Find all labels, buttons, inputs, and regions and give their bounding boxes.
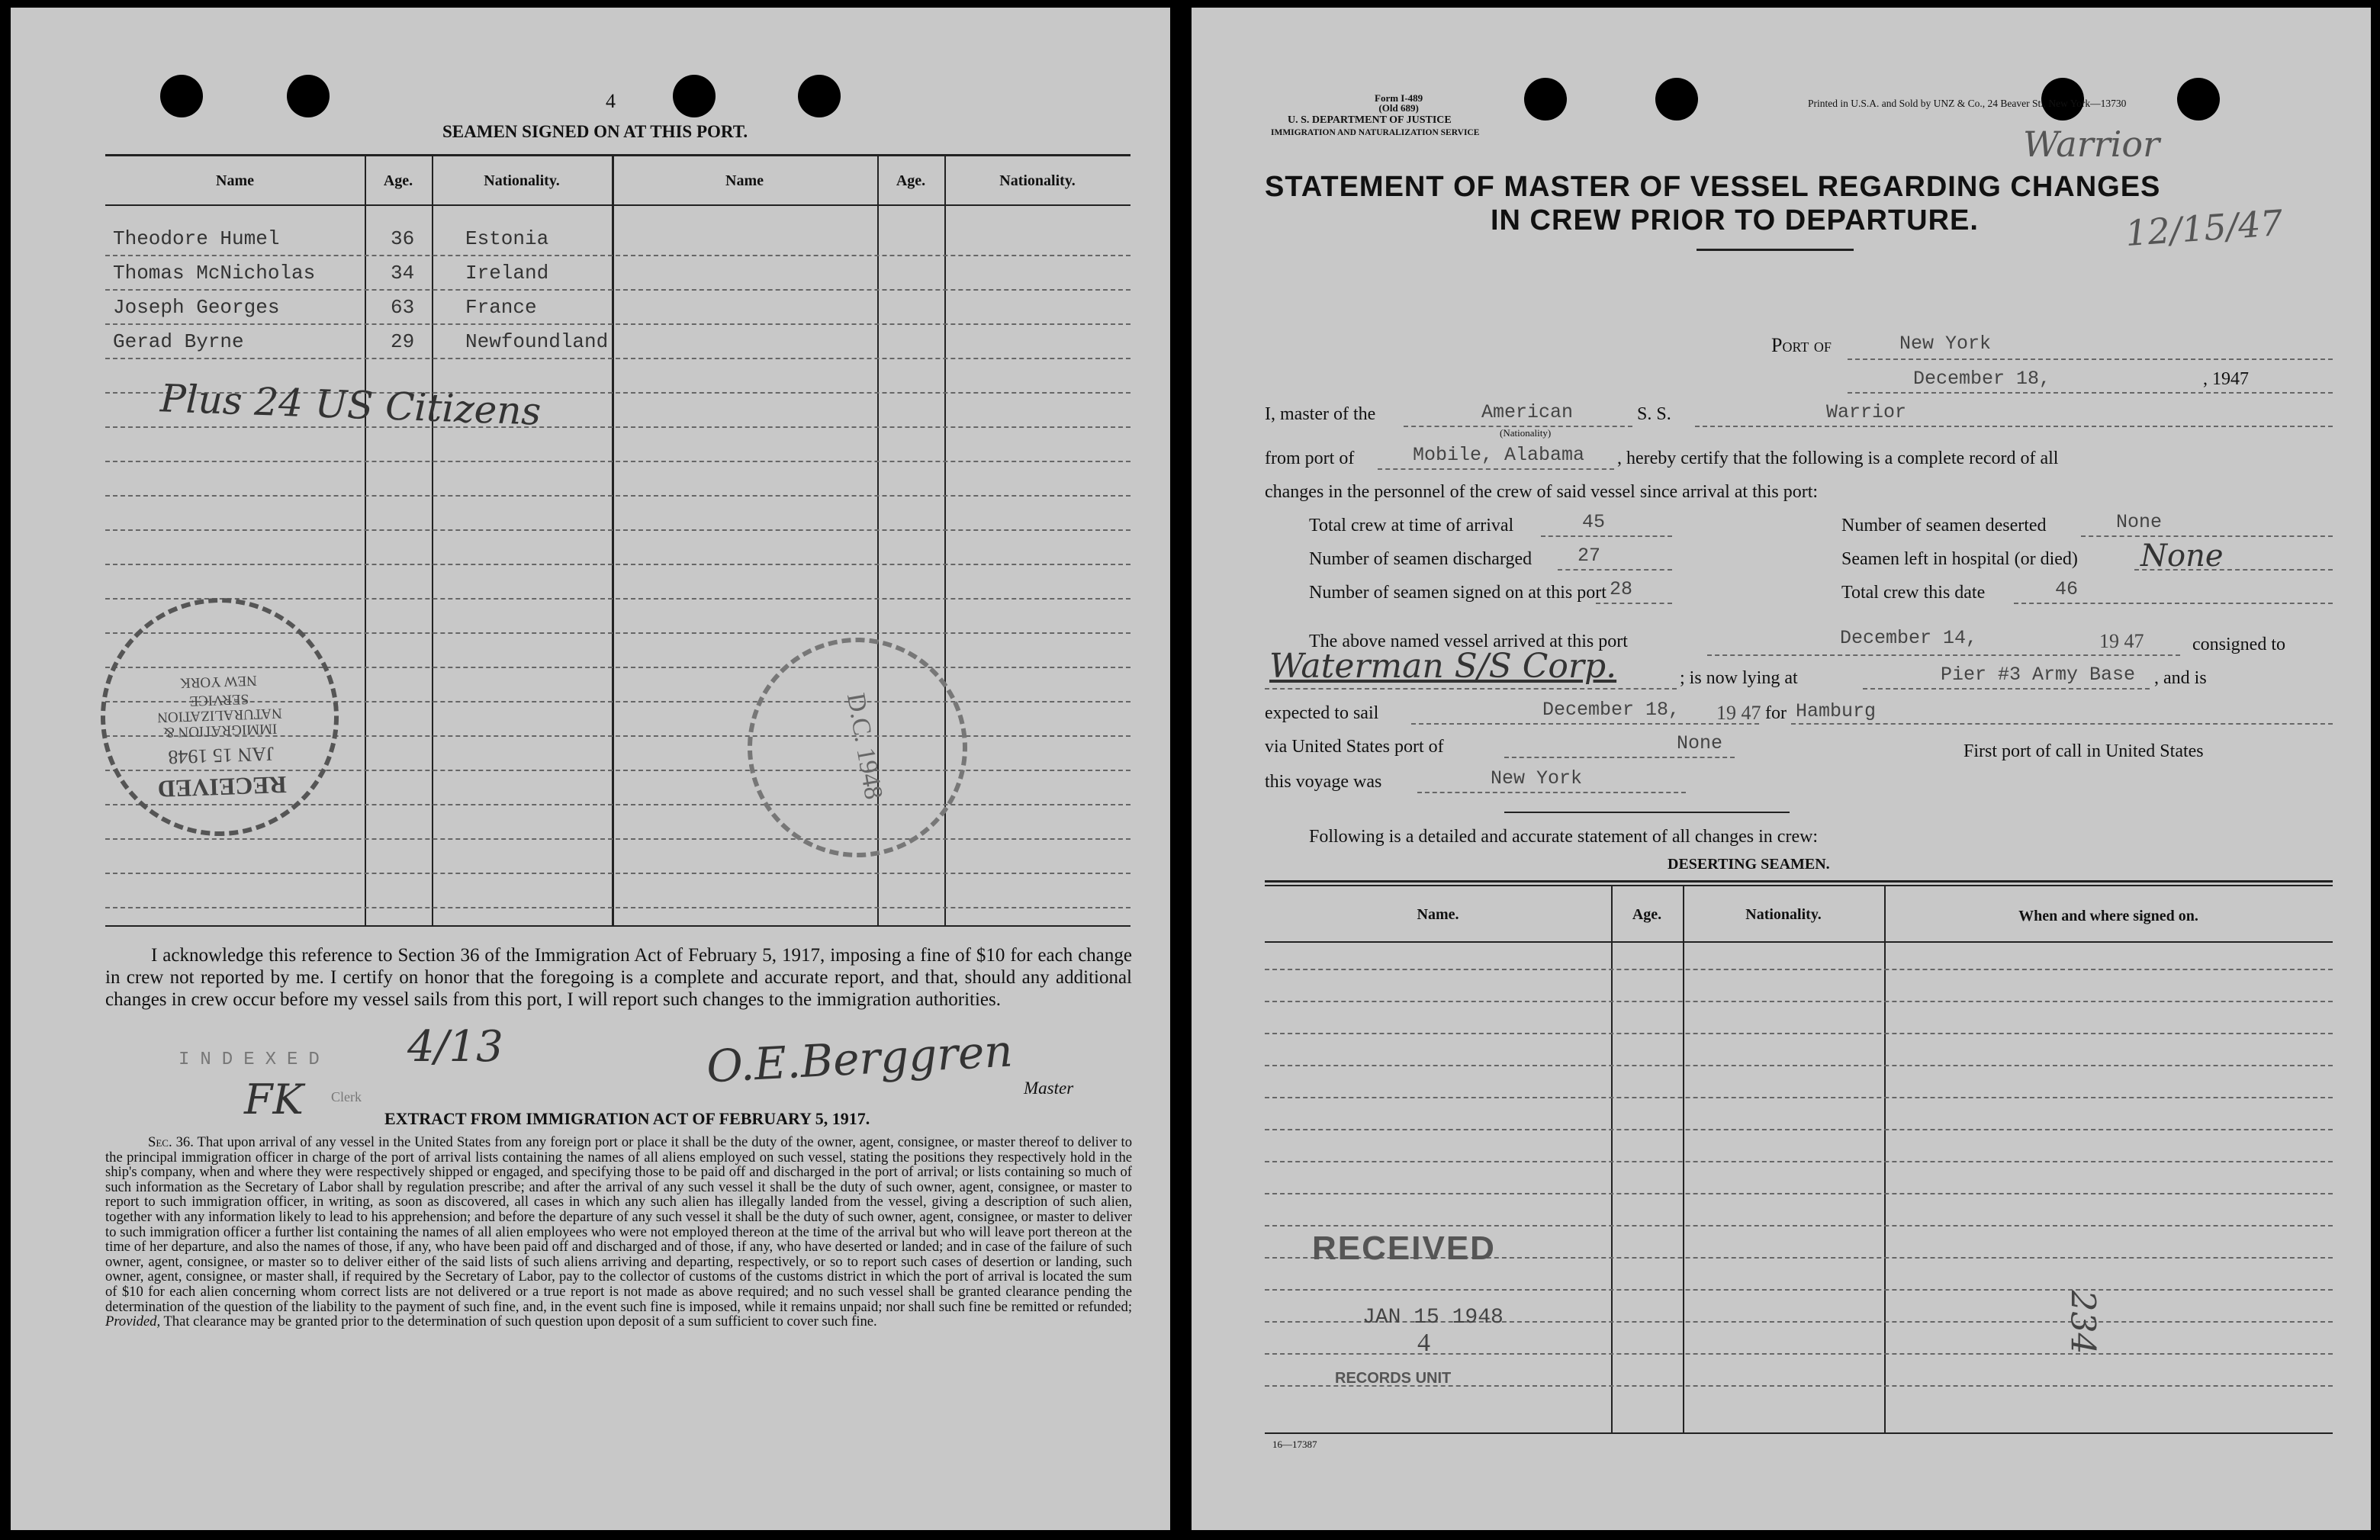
printed-by: Printed in U.S.A. and Sold by UNZ & Co., 24 Beaver St., New York—13730 [1808, 98, 2127, 109]
records-unit-stamp: RECORDS UNIT [1335, 1370, 1452, 1387]
master-label: Master [1024, 1079, 1074, 1098]
section-end: That clearance may be granted prior to the determination of such question upon deposit of a sum sufficient to cover such fine. [163, 1313, 877, 1330]
first-port-label: First port of call in United States [1963, 741, 2204, 761]
destination-value: Hamburg [1796, 700, 1877, 722]
rule [1265, 1432, 2333, 1434]
total-crew-label: Total crew at time of arrival [1309, 516, 1514, 535]
deserted-value: None [2116, 511, 2163, 533]
from-port-value: Mobile, Alabama [1413, 444, 1585, 466]
row-line [105, 907, 1130, 908]
left-page [11, 8, 1170, 1530]
date-value: December 18, [1913, 368, 2051, 390]
stamp-text: D.C. 1948 [841, 690, 888, 802]
rule [1265, 885, 2333, 886]
fill-line [2134, 569, 2333, 571]
row-line [1265, 969, 2333, 970]
total-crew-value: 45 [1582, 511, 1606, 533]
seaman-name: Theodore Humel [113, 227, 280, 250]
column-divider [612, 156, 614, 926]
for-label: for [1765, 703, 1787, 723]
rule [1504, 812, 1790, 813]
hospital-value: None [2140, 539, 2224, 574]
fill-line [1411, 723, 1759, 725]
fill-line [1504, 757, 1735, 758]
arrived-date: December 14, [1840, 627, 1978, 649]
fill-line [1378, 468, 1614, 470]
changes-text: changes in the personnel of the crew of said vessel since arrival at this port: [1265, 482, 1819, 502]
row-line [1265, 1289, 2333, 1291]
and-is-label: , and is [2154, 668, 2207, 688]
seaman-age: 29 [391, 330, 415, 353]
arrived-year: 19 47 [2099, 630, 2144, 652]
fill-line [1695, 426, 2333, 427]
column-header: Age. [896, 172, 926, 189]
seaman-name: Thomas McNicholas [113, 262, 316, 285]
punch-hole [673, 75, 716, 117]
column-divider [432, 156, 433, 926]
from-port-label: from port of [1265, 448, 1355, 468]
seaman-nationality: Estonia [465, 227, 549, 250]
master-of-label: I, master of the [1265, 404, 1376, 424]
signed-value: 28 [1610, 578, 1633, 600]
voyage-label: this voyage was [1265, 772, 1382, 792]
lying-label: ; is now lying at [1680, 668, 1798, 688]
received-stamp-number: 4 [1417, 1329, 1430, 1357]
service: IMMIGRATION AND NATURALIZATION SERVICE [1271, 128, 1480, 137]
received-stamp: RECEIVED [1312, 1230, 1496, 1267]
seaman-nationality: France [465, 296, 537, 319]
row-line [105, 873, 1130, 874]
punch-hole [287, 75, 330, 117]
column-header: Nationality. [484, 172, 560, 189]
vessel-value: Warrior [1826, 401, 1907, 423]
stamp-org: IMMIGRATION & NATURALIZATION SERVICE [156, 690, 283, 741]
seaman-nationality: Newfoundland [465, 330, 609, 353]
hospital-label: Seamen left in hospital (or died) [1841, 549, 2078, 569]
fill-line [1848, 392, 2333, 394]
column-header: Age. [383, 172, 413, 189]
signed-label: Number of seamen signed on at this port [1309, 583, 1606, 603]
row-line [105, 426, 1130, 428]
expected-year: 19 47 [1716, 702, 1761, 724]
rule [105, 204, 1130, 206]
fill-line [1596, 603, 1672, 604]
row-line [105, 323, 1130, 325]
port-value: New York [1899, 333, 1992, 355]
seaman-name: Gerad Byrne [113, 330, 244, 353]
fill-line [2081, 535, 2333, 537]
section-provided: Provided, [105, 1313, 161, 1330]
column-header: Name [216, 172, 254, 189]
nationality-caption: (Nationality) [1500, 427, 1552, 439]
row-line [1265, 1001, 2333, 1002]
punch-hole [1655, 78, 1698, 121]
first-port-value: New York [1491, 767, 1583, 789]
rule [105, 154, 1130, 156]
total-date-label: Total crew this date [1841, 583, 1986, 603]
page-number: 4 [606, 90, 616, 112]
punch-hole [2177, 78, 2220, 121]
form-title-line2: IN CREW PRIOR TO DEPARTURE. [1491, 204, 1979, 236]
seaman-age: 36 [391, 227, 415, 250]
deserted-label: Number of seamen deserted [1841, 516, 2047, 535]
arrived-label: The above named vessel arrived at this port [1309, 632, 1628, 651]
circular-stamp [730, 620, 985, 875]
expected-label: expected to sail [1265, 703, 1379, 723]
fill-line [1265, 688, 1677, 690]
rule [1265, 880, 2333, 883]
fill-line [1848, 358, 2333, 360]
row-line [1265, 1097, 2333, 1098]
column-header: Name [725, 172, 764, 189]
discharged-value: 27 [1578, 545, 1601, 567]
stamp-text: RECEIVED [157, 771, 288, 803]
nationality-value: American [1481, 401, 1574, 423]
fill-line [1558, 569, 1672, 571]
rule [105, 925, 1130, 927]
clerk-label: Clerk [331, 1089, 362, 1104]
via-value: None [1677, 732, 1723, 754]
row-line [105, 495, 1130, 497]
department: U. S. DEPARTMENT OF JUSTICE [1288, 114, 1452, 126]
seaman-nationality: Ireland [465, 262, 549, 285]
row-line [1265, 1225, 2333, 1227]
consignee-value: Waterman S/S Corp. [1269, 647, 1617, 686]
indexed-stamp: INDEXED [178, 1050, 330, 1070]
row-line [105, 461, 1130, 462]
row-line [105, 564, 1130, 565]
row-line [105, 358, 1130, 359]
row-line [105, 529, 1130, 531]
handwritten-date: 12/15/47 [2124, 201, 2285, 255]
handwritten-initials: 4/13 [407, 1022, 503, 1072]
seaman-name: Joseph Georges [113, 296, 280, 319]
total-date-value: 46 [2055, 578, 2079, 600]
row-line [105, 289, 1130, 291]
section-label: Sec. 36. [148, 1134, 194, 1150]
column-header: Nationality. [1745, 906, 1822, 923]
row-line [105, 598, 1130, 600]
row-line [105, 255, 1130, 256]
row-line [1265, 1065, 2333, 1066]
stamp-date: JAN 15 1948 [167, 742, 275, 769]
column-header: Age. [1632, 906, 1662, 923]
form-footer: 16—17387 [1272, 1439, 1317, 1450]
punch-hole [160, 75, 203, 117]
discharged-label: Number of seamen discharged [1309, 549, 1533, 569]
rule [1265, 941, 2333, 943]
ss-label: S. S. [1637, 404, 1671, 424]
handwritten-note: Plus 24 US Citizens [159, 376, 542, 434]
seaman-age: 34 [391, 262, 415, 285]
row-line [1265, 1161, 2333, 1162]
table-title: SEAMEN SIGNED ON AT THIS PORT. [442, 122, 748, 141]
column-header: Name. [1417, 906, 1459, 923]
column-divider [365, 156, 366, 926]
fill-line [1863, 688, 2150, 690]
extract-title: EXTRACT FROM IMMIGRATION ACT OF FEBRUARY 5, 1917. [384, 1109, 870, 1128]
fill-line [1707, 654, 2180, 656]
column-header: Nationality. [999, 172, 1076, 189]
handwritten-vessel: Warrior [2023, 124, 2160, 165]
via-label: via United States port of [1265, 737, 1444, 757]
rule [1697, 249, 1854, 251]
section-body: That upon arrival of any vessel in the United States from any foreign port or place it shall be the duty of the owner, agent, consignee, or master thereof to deliver to the principal immigration officer in charge of the port of arrival lists containing the names of all aliens employed on such vessel, stating the positions they respectively hold in the ship's company, when and where they were respectively shipped or engaged, and specifying those to be paid off and discharged in the port of arrival; or lists containing so much of such information as the Secretary of Labor shall by regulation prescribe; and after the arrival of any such vessel it shall be the duty of such owner, agent, consignee, or master to report to such immigration officer, in writing, as soon as discovered, all cases in which any such alien has illegally landed from the vessel, giving a description of such alien, together with any information likely to lead to his apprehension; and before the departure of any such vessel it shall be the duty of such owner, agent, consignee, or master to deliver to such immigration officer a further list containing the names of all alien employees who were not employed thereon at the time of the arrival but who will leave port thereon at the time of her departure, and also the names of those, if any, who have been paid off and discharged and of those, if any, who have deserted or landed; and in case of the failure of such owner, agent, consignee, or master so to deliver either of the said lists of such aliens arriving and departing, respectively, or so to report such cases of desertion or landing, such owner, agent, consignee, or master shall, if required by the Secretary of Labor, pay to the collector of customs of the customs district in which the port of arrival is located the sum of $10 for each alien concerning whom correct lists are not delivered or a true report is not made as above required; and no such vessel shall be granted clearance pending the determination of the question of the liability to the payment of such fine, and, in the event such fine is imposed, while it remains unpaid; nor shall such fine be remitted or refunded; [105, 1134, 1132, 1315]
handwritten-initials: FK [244, 1075, 304, 1124]
acknowledgement-text: I acknowledge this reference to Section 36 of the Immigration Act of February 5, 1917, imposing a fine of $10 for each change in crew not reported by me. I certify on honor that the foregoing is a complete and accurate report, and that, should any additional changes in crew occur before my vessel sails from this port, I will report such changes to the immigration authorities. [105, 945, 1132, 1010]
right-page [1192, 8, 2371, 1530]
expected-date: December 18, [1542, 699, 1680, 721]
form-number: Form I-489 [1375, 92, 1423, 104]
punch-hole [798, 75, 841, 117]
year-value: , 1947 [2203, 369, 2249, 389]
master-signature: O.E.Berggren [705, 1024, 1015, 1093]
seaman-age: 63 [391, 296, 415, 319]
lying-value: Pier #3 Army Base [1941, 664, 2136, 686]
stamp-city: NEW YORK [179, 672, 258, 691]
fill-line [1541, 535, 1672, 537]
row-line [1265, 1033, 2333, 1034]
punch-hole [1524, 78, 1567, 121]
fill-line [2014, 603, 2333, 604]
row-line [1265, 1193, 2333, 1194]
row-line [105, 838, 1130, 840]
row-line [1265, 1129, 2333, 1130]
port-label: Port of [1771, 334, 1832, 356]
received-stamp [97, 594, 343, 841]
column-header: When and where signed on. [2018, 908, 2198, 924]
form-old-number: (Old 689) [1378, 102, 1419, 114]
fill-line [1791, 723, 2333, 725]
handwritten-number: 234 [2063, 1290, 2102, 1355]
form-title-line1: STATEMENT OF MASTER OF VESSEL REGARDING CHANGES [1265, 171, 2161, 203]
section-36-text [105, 1135, 1132, 1329]
fill-line [1417, 792, 1686, 793]
form-header [1375, 93, 1423, 113]
following-text: Following is a detailed and accurate statement of all changes in crew: [1309, 827, 1819, 847]
received-date: JAN 15 1948 [1362, 1306, 1504, 1329]
certify-text: , hereby certify that the following is a complete record of all [1617, 448, 2059, 468]
deserting-title: DESERTING SEAMEN. [1668, 856, 1830, 873]
consigned-label: consigned to [2192, 635, 2285, 654]
